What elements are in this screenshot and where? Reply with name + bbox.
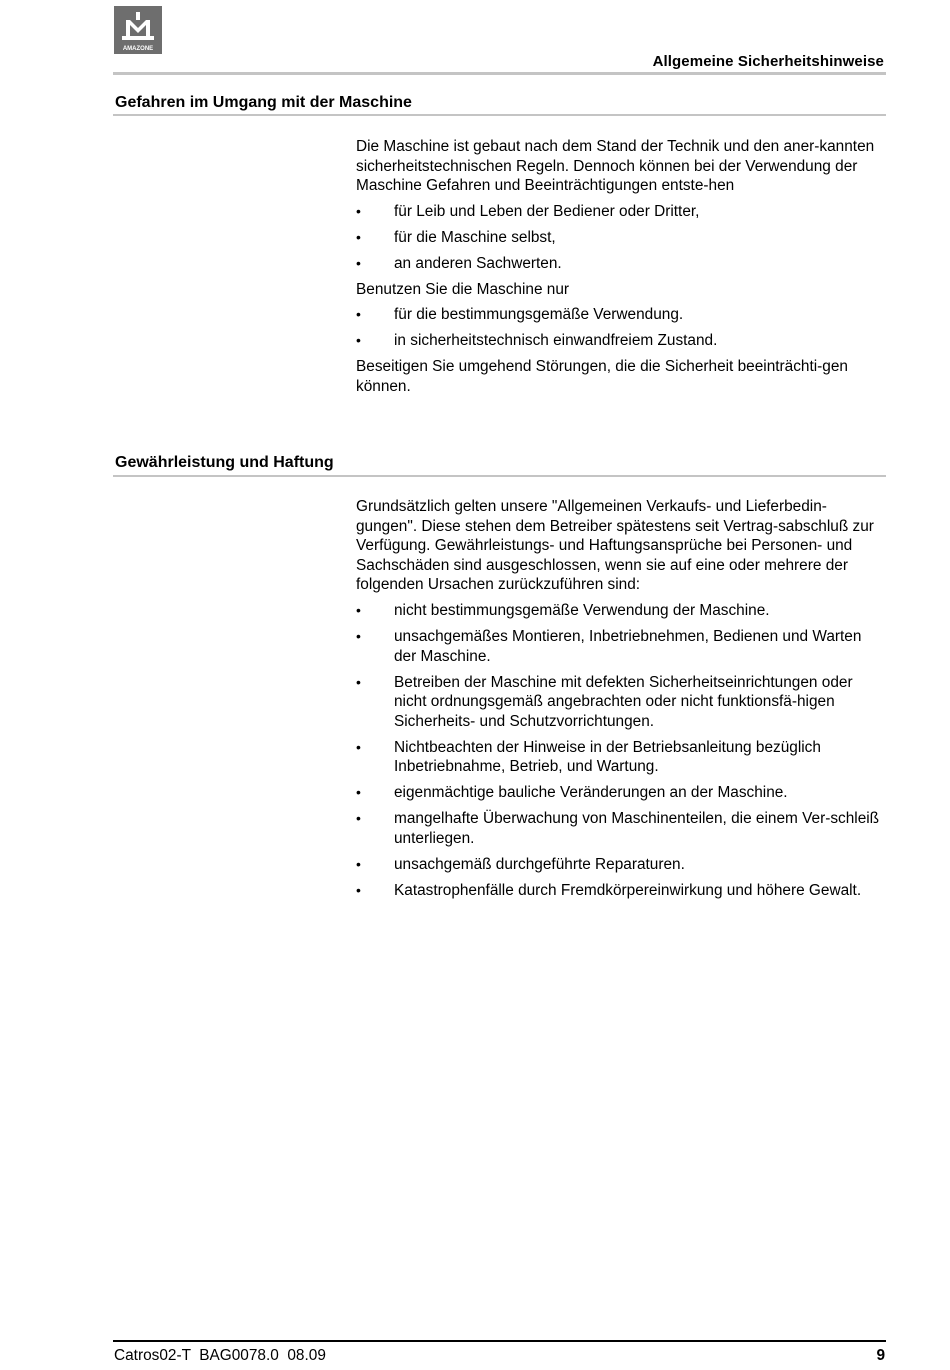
section-heading-hazards: Gefahren im Umgang mit der Maschine — [115, 94, 412, 111]
section-divider-hazards — [113, 114, 886, 116]
footer-divider — [113, 1340, 886, 1342]
list-item: • für die Maschine selbst, — [356, 228, 556, 246]
list-item: • nicht bestimmungsgemäße Verwendung der Maschine. — [356, 601, 770, 619]
bullet-icon: • — [356, 810, 361, 827]
amazone-logo — [114, 6, 162, 54]
section-body-hazards — [356, 137, 886, 396]
bullet-icon: • — [356, 254, 361, 271]
bullet-icon: • — [356, 306, 361, 323]
list-item: • Betreiben der Maschine mit defekten Sicherheitseinrichtungen oder nicht ordnungsgemäß angebrachten oder nicht funktionsfä-higen Sicherheits- und Schutzvorrichtungen. — [356, 673, 853, 730]
list-item: • für Leib und Leben der Bediener oder Dritter, — [356, 202, 700, 220]
section-divider-warranty — [113, 475, 886, 477]
svg-text:AMAZONE: AMAZONE — [122, 46, 154, 52]
bullet-icon: • — [356, 601, 361, 618]
header-divider — [113, 72, 886, 75]
list-item: • in sicherheitstechnisch einwandfreiem Zustand. — [356, 332, 718, 350]
list-item: • unsachgemäß durchgeführte Reparaturen. — [356, 855, 685, 873]
bullet-icon: • — [356, 202, 361, 219]
list-item: • Nichtbeachten der Hinweise in der Betriebsanleitung bezüglich Inbetriebnahme, Betrieb, und Wartung. — [356, 738, 821, 776]
list-item: • an anderen Sachwerten. — [356, 254, 562, 272]
bullet-icon: • — [356, 228, 361, 245]
warranty-intro: Grundsätzlich gelten unsere "Allgemeinen Verkaufs- und Lieferbedin-gungen". Diese stehen dem Betreiber spätestens seit Vertrag-sabschluß zur Verfügung. Gewährleistungs- und Haftungsansprüche bei Personen- und Sachschäden sind ausgeschlossen, wenn sie auf eine oder mehrere der folgenden Ursachen zurückzuführen sind: — [356, 498, 874, 594]
bullet-icon: • — [356, 855, 361, 872]
bullet-icon: • — [356, 673, 361, 690]
section-heading-warranty: Gewährleistung und Haftung — [115, 454, 334, 471]
hazards-closing: Beseitigen Sie umgehend Störungen, die die Sicherheit beeinträchti-gen können. — [356, 358, 848, 395]
hazards-intro: Die Maschine ist gebaut nach dem Stand der Technik und den aner-kannten sicherheitstechnischen Regeln. Dennoch können bei der Verwendung der Maschine Gefahren und Beeinträchtigungen entste-hen — [356, 138, 875, 195]
bullet-icon: • — [356, 784, 361, 801]
list-item: • unsachgemäßes Montieren, Inbetriebnehmen, Bedienen und Warten der Maschine. — [356, 627, 862, 665]
section-body-warranty — [356, 497, 886, 907]
bullet-icon: • — [356, 738, 361, 755]
list-item: • für die bestimmungsgemäße Verwendung. — [356, 306, 684, 324]
hazards-list — [356, 202, 886, 274]
list-item: • Katastrophenfälle durch Fremdkörpereinwirkung und höhere Gewalt. — [356, 881, 862, 899]
use-intro: Benutzen Sie die Maschine nur — [356, 280, 570, 298]
bullet-icon: • — [356, 627, 361, 644]
bullet-icon: • — [356, 332, 361, 349]
amazone-logo-graphic — [114, 6, 162, 54]
list-item: • eigenmächtige bauliche Veränderungen an der Maschine. — [356, 784, 788, 802]
footer-document-reference: Catros02-T BAG0078.0 08.09 — [114, 1347, 326, 1364]
use-list — [356, 305, 886, 351]
page-number: 9 — [876, 1347, 885, 1364]
warranty-causes-list — [356, 601, 886, 900]
page-header-title: Allgemeine Sicherheitshinweise — [652, 53, 884, 70]
list-item: • mangelhafte Überwachung von Maschinenteilen, die einem Ver-schleiß unterliegen. — [356, 810, 880, 847]
bullet-icon: • — [356, 881, 361, 898]
